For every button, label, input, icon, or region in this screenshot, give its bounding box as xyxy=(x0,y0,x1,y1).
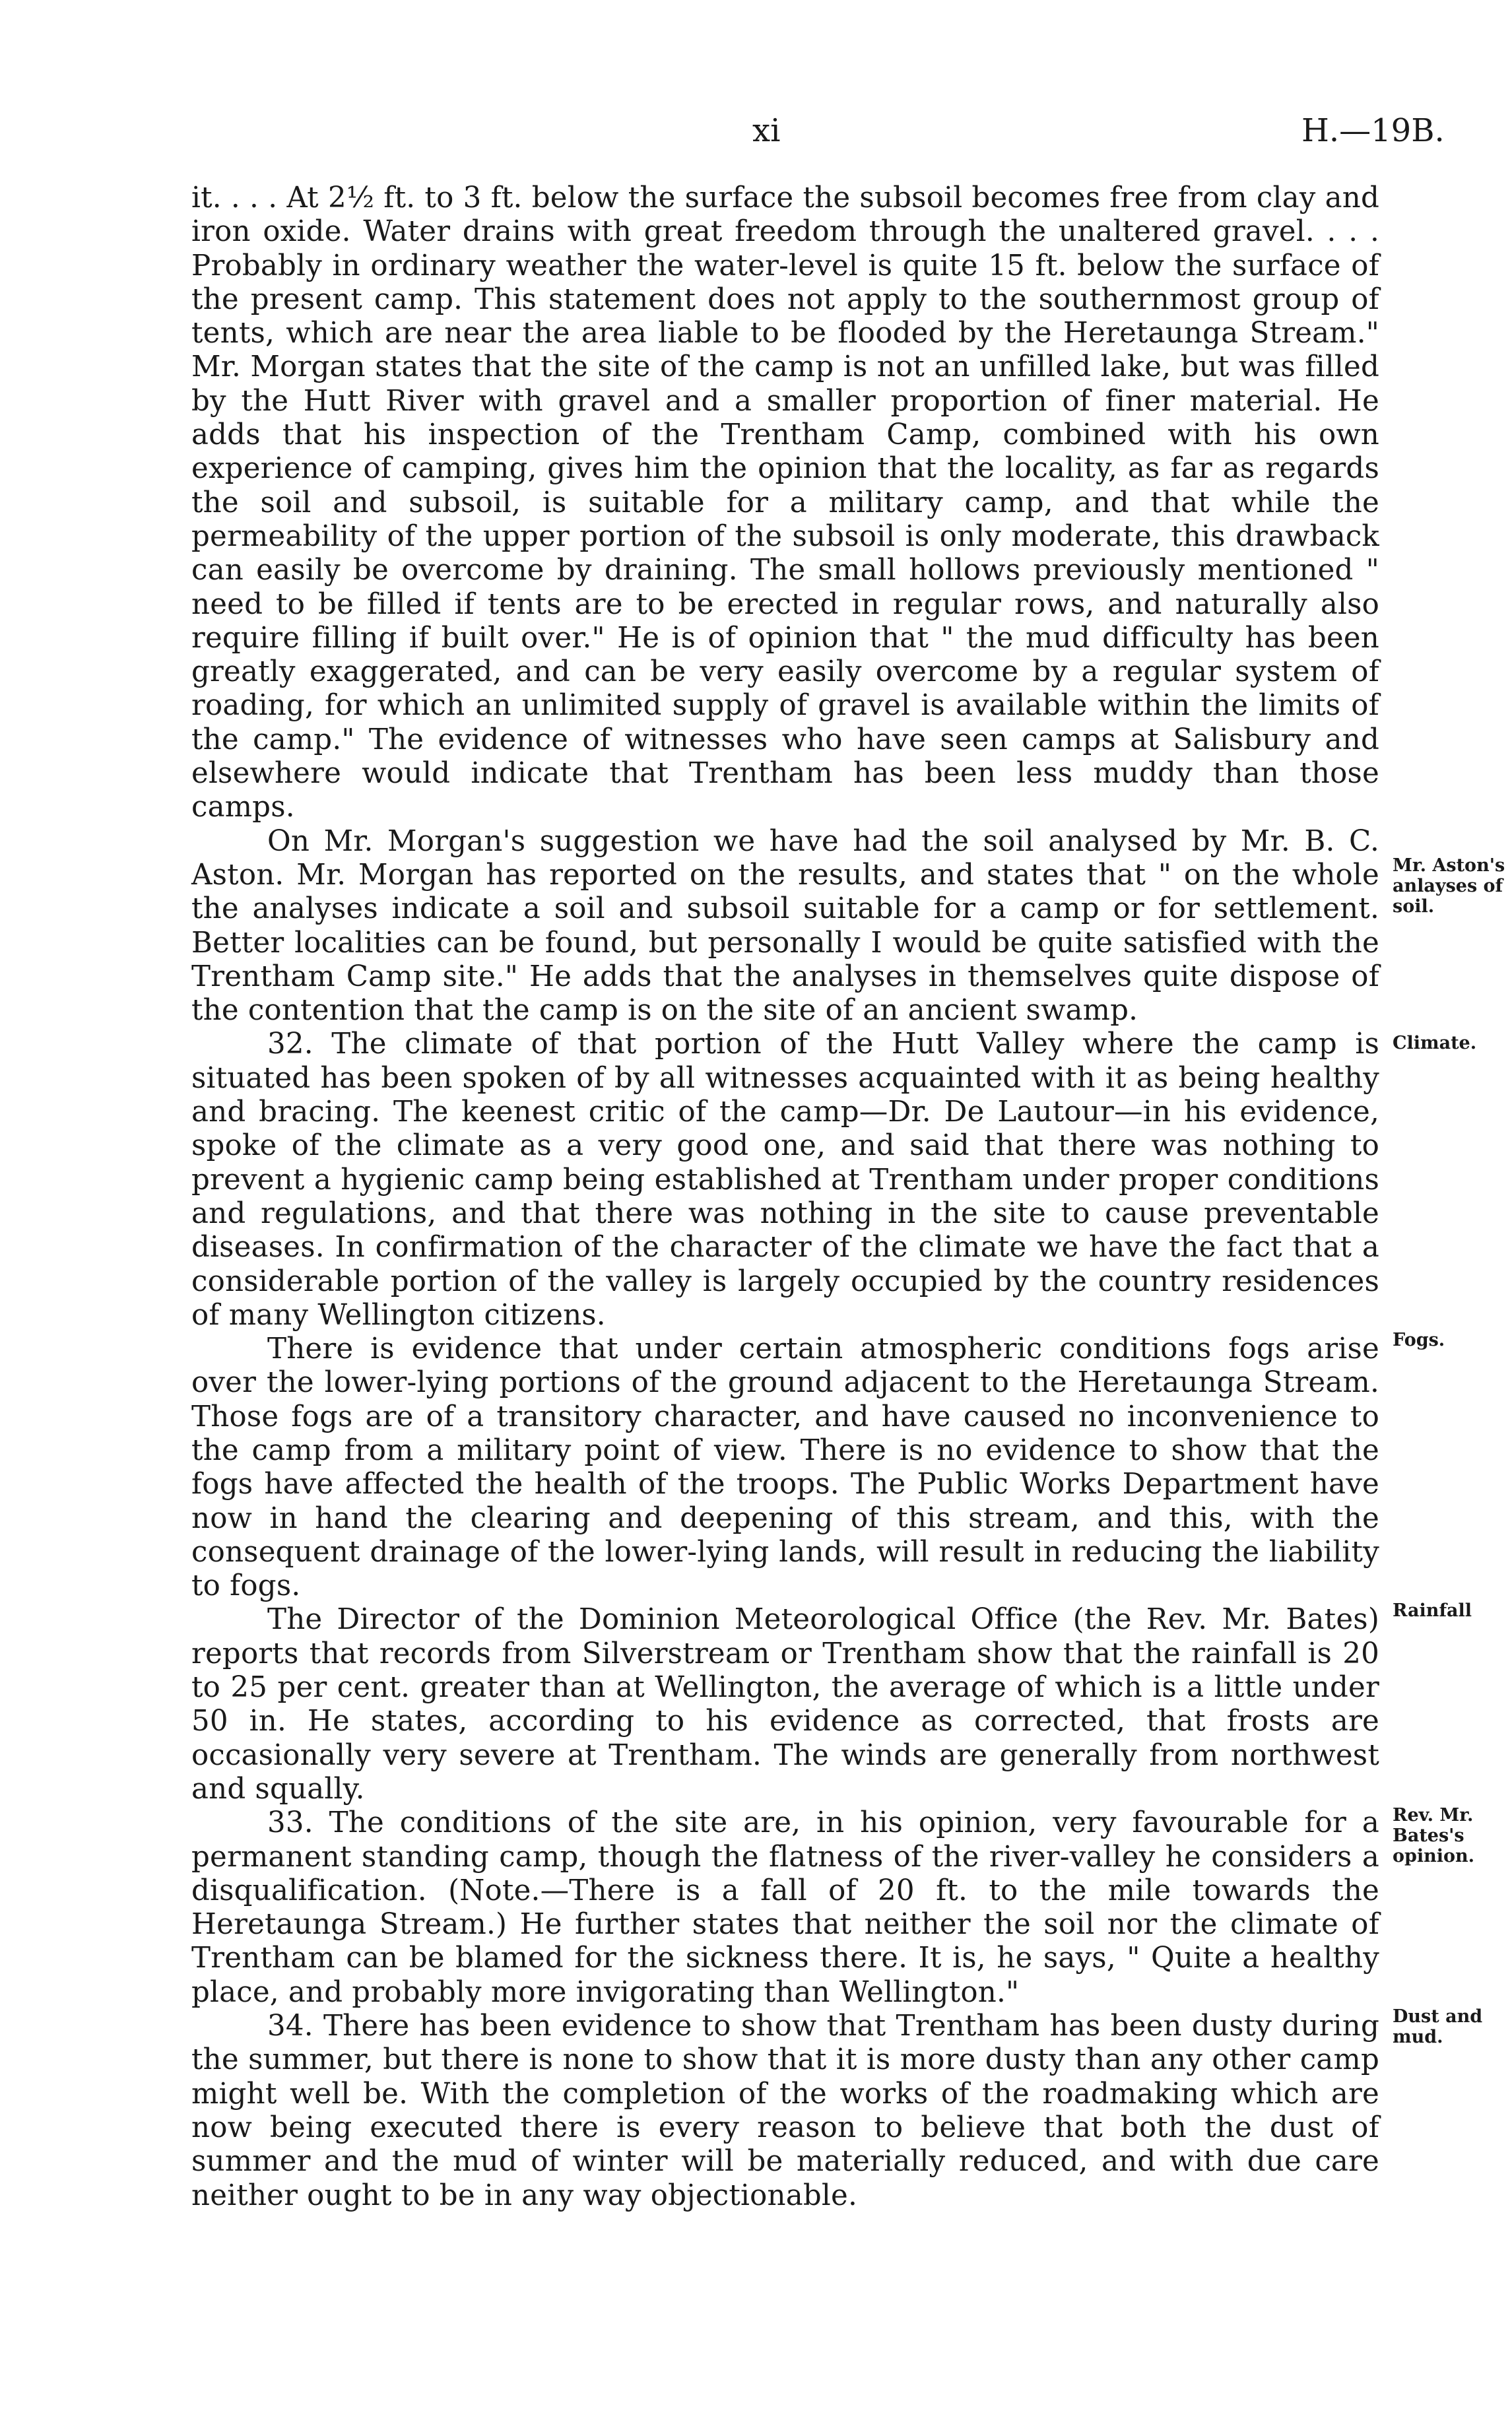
paragraph-bates-opinion: 33. The conditions of the site are, in his opinion, very favourable for a permanent standing camp, though the flatness of the river-valley he considers a disqualification. (Note.—There is a fall of 20 ft. to the mile towards the Heretaunga Stream.) He further states that neither the soil nor the climate of Trentham can be blamed for the sickness there. It is, he says, " Quite a healthy place, and probably more invigorating than Wellington." xyxy=(191,1806,1379,2009)
margin-note-rainfall: Rainfall xyxy=(1393,1600,1472,1621)
paragraph-dust-and-mud: 34. There has been evidence to show that Trentham has been dusty during the summer, but there is none to show that it is more dusty than any other camp might well be. With the completion of the works of the roadmaking which are now being executed there is every reason to believe that both the dust of summer and the mud of winter will be materially reduced, and with due care neither ought to be in any way objectionable. xyxy=(191,2010,1379,2212)
body-text xyxy=(191,181,1379,2213)
margin-note-aston-analyses: Mr. Aston's anlayses of soil. xyxy=(1393,855,1505,917)
paragraph-rainfall: The Director of the Dominion Meteorological Office (the Rev. Mr. Bates) reports that records from Silverstream or Trentham show that the rainfall is 20 to 25 per cent. greater than at Wellington, the average of which is a little under 50 in. He states, according to his evidence as corrected, that frosts are occasionally very severe at Trentham. The winds are generally from northwest and squally. xyxy=(191,1603,1379,1806)
page-number: xi xyxy=(752,112,781,149)
margin-note-bates-opinion: Rev. Mr. Bates's opinion. xyxy=(1393,1805,1475,1866)
paragraph-climate: 32. The climate of that portion of the Hutt Valley where the camp is situated has been spoken of by all witnesses acquainted with it as being healthy and bracing. The keenest critic of the camp—Dr. De Lautour—in his evidence, spoke of the climate as a very good one, and said that there was nothing to prevent a hygienic camp being established at Trentham under proper conditions and regulations, and that there was nothing in the site to cause preventable diseases. In confirmation of the character of the climate we have the fact that a considerable portion of the valley is largely occupied by the country residences of many Wellington citizens. xyxy=(191,1028,1379,1332)
document-reference: H.—19B. xyxy=(1301,112,1445,149)
margin-note-climate: Climate. xyxy=(1393,1033,1477,1053)
paragraph-aston-analyses: On Mr. Morgan's suggestion we have had the soil analysed by Mr. B. C. Aston. Mr. Morgan has reported on the results, and states that " on the whole the analyses indicate a soil and subsoil suitable for a camp or for settlement. Better localities can be found, but personally I would be quite satisfied with the Trentham Camp site." He adds that the analyses in themselves quite dispose of the contention that the camp is on the site of an ancient swamp. xyxy=(191,824,1379,1028)
paragraph-fogs: There is evidence that under certain atmospheric conditions fogs arise over the lower-lying portions of the ground adjacent to the Heretaunga Stream. Those fogs are of a transitory character, and have caused no inconvenience to the camp from a military point of view. There is no evidence to show that the fogs have affected the health of the troops. The Public Works Department have now in hand the clearing and deepening of this stream, and this, with the consequent drainage of the lower-lying lands, will result in reducing the liability to fogs. xyxy=(191,1332,1379,1603)
margin-note-dust-and-mud: Dust and mud. xyxy=(1393,2006,1483,2047)
margin-note-fogs: Fogs. xyxy=(1393,1330,1445,1350)
paragraph-soil-continued: it. . . . At 2½ ft. to 3 ft. below the surface the subsoil becomes free from clay and iron oxide. Water drains with great freedom through the unaltered gravel. . . . Probably in ordinary weather the water-level is quite 15 ft. below the surface of the present camp. This statement does not apply to the southernmost group of tents, which are near the area liable to be flooded by the Heretaunga Stream." Mr. Morgan states that the site of the camp is not an unfilled lake, but was filled by the Hutt River with gravel and a smaller proportion of finer material. He adds that his inspection of the Trentham Camp, combined with his own experience of camping, gives him the opinion that the locality, as far as regards the soil and subsoil, is suitable for a military camp, and that while the permeability of the upper portion of the subsoil is only moderate, this drawback can easily be overcome by draining. The small hollows previously mentioned " need to be filled if tents are to be erected in regular rows, and naturally also require filling if built over." He is of opinion that " the mud difficulty has been greatly exaggerated, and can be very easily overcome by a regular system of roading, for which an unlimited supply of gravel is available within the limits of the camp." The evidence of witnesses who have seen camps at Salisbury and elsewhere would indicate that Trentham has been less muddy than those camps. xyxy=(191,181,1379,824)
